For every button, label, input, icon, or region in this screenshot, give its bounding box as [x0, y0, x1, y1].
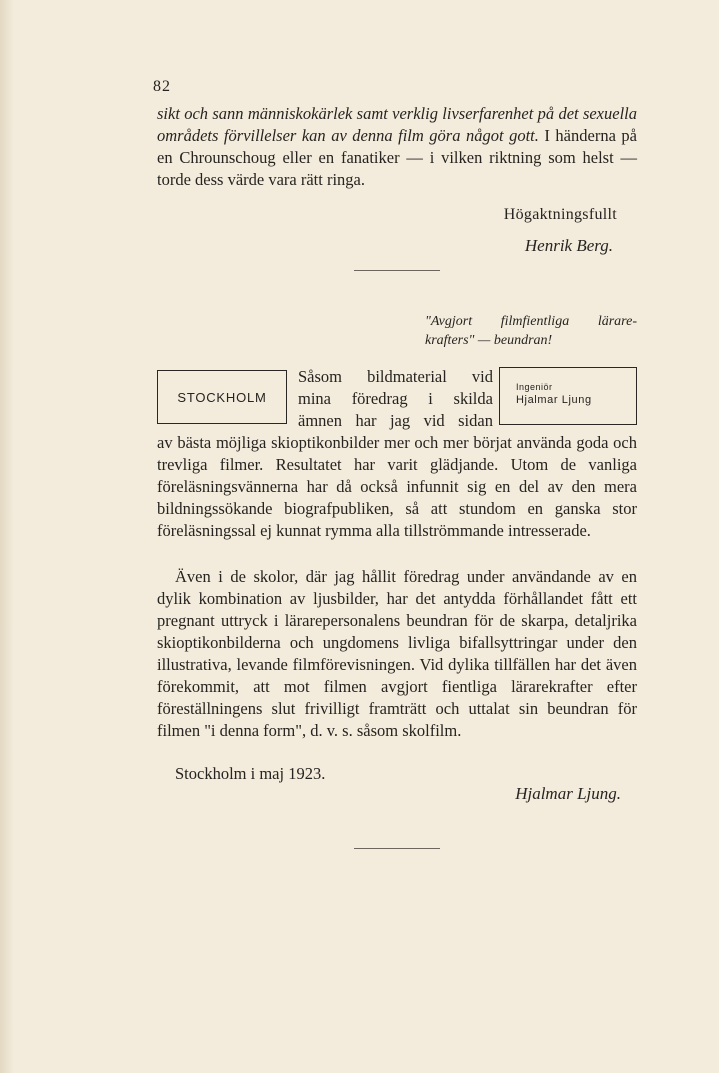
letter-two-paragraph-1: [157, 432, 637, 542]
epigraph-word: filmfientliga: [500, 314, 570, 329]
paragraph-text: Även i de skolor, där jag hållit föredrag under användande av en dylik kombination av ljusbilder, har det antydda förhållandet fått ett pregnant uttryck i lärarepersonalens beundran för de skarpa, detaljrika skioptikonbilderna och ungdomens livliga bifallsyttringar under den illustrativa, levande filmförevisningen. Vid dylika tillfällen har det även förekommit, att mot filmen avgjort fientliga lärarekrafter efter föreställningens slut frivilligt framträtt och uttalat sin beundran för filmen "i denna form", d. v. s. såsom skolfilm.: [157, 567, 637, 740]
epigraph-line-1: [425, 312, 637, 331]
epigraph-line-2: krafters" — beundran!: [425, 333, 553, 348]
word: har: [355, 411, 377, 430]
text-line: [298, 410, 493, 432]
page-edge-shadow: [0, 0, 14, 1073]
text-line: [298, 366, 493, 388]
page-number: 82: [153, 78, 171, 95]
epigraph-word: "Avgjort: [425, 314, 473, 329]
word: mina: [298, 389, 331, 408]
letter-one-closing: Högaktningsfullt: [503, 206, 617, 223]
letter-two-opening-lines: [298, 366, 493, 432]
letter-one-text: I händerna på en Chrounschoug eller en fanatiker — i vilken riktning som helst — torde dess värde vara rätt ringa.: [157, 126, 637, 189]
author-title: Ingeniör: [516, 382, 553, 392]
paragraph-text: av bästa möjliga skioptikonbilder mer och mer börjat använda goda och trevliga filmer. Resultatet har varit glädjande. Utom de vanliga föreläsningsvännerna har då också infunnit sig en del av den mera bildningssökande biografpubliken, så att stundom en ganska stor föreläsningssal ej kunnat rymma alla tillströmmande intresserade.: [157, 433, 637, 540]
word: sidan: [458, 411, 493, 430]
epigraph-word: lärare-: [597, 314, 637, 329]
word: ämnen: [298, 411, 342, 430]
letter-two-date: Stockholm i maj 1923.: [175, 764, 326, 783]
author-box: [499, 367, 637, 425]
word: bildmaterial: [367, 367, 447, 386]
word: i: [428, 389, 433, 408]
section-divider-top: [354, 270, 440, 271]
section-divider-bottom: [354, 848, 440, 849]
word: jag: [389, 411, 411, 430]
word: vid: [471, 367, 493, 386]
letter-one-italic-text: sikt och sann människokärlek samt verklig livserfarenhet på det sexuella områdets förvillelser kan av denna film göra något gott.: [157, 104, 637, 145]
word: skilda: [453, 389, 493, 408]
letter-two-signature: Hjalmar Ljung.: [515, 784, 621, 803]
author-name: Hjalmar Ljung: [516, 394, 592, 406]
word: Såsom: [298, 367, 343, 386]
word: föredrag: [351, 389, 408, 408]
location-label: STOCKHOLM: [177, 389, 267, 405]
text-line: [298, 388, 493, 410]
letter-one-signature: Henrik Berg.: [524, 236, 613, 255]
location-box: [157, 370, 287, 424]
letter-two-paragraph-2: [157, 566, 637, 742]
epigraph: [425, 312, 637, 350]
word: vid: [423, 411, 445, 430]
letter-one-body: [157, 103, 637, 191]
